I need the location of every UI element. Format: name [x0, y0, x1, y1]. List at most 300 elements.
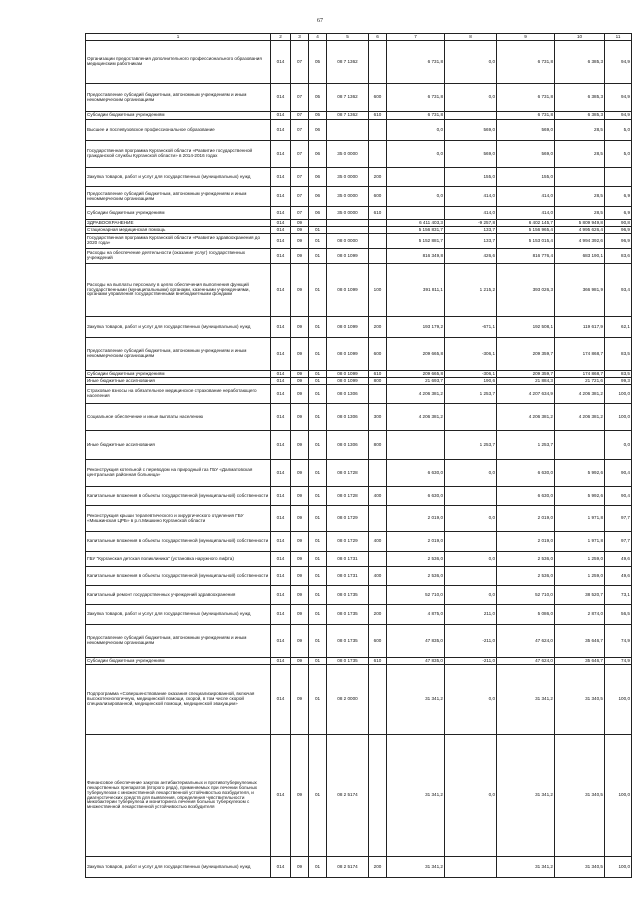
- table-row: [86, 385, 632, 404]
- execution-percent: 99,3: [605, 378, 632, 385]
- subsection-code: 01: [309, 605, 327, 625]
- expense-type: 600: [369, 187, 387, 207]
- target-article: 08 0 1728: [327, 460, 369, 487]
- executed-amount: 174 868,7: [555, 371, 605, 378]
- change-amount: 1 253,7: [445, 431, 497, 460]
- subsection-code: 01: [309, 567, 327, 586]
- row-name: Стационарная медицинская помощь: [86, 227, 271, 234]
- table-row: [86, 220, 632, 227]
- target-article: 08 0 1731: [327, 567, 369, 586]
- execution-percent: 5,0: [605, 120, 632, 141]
- change-amount: [445, 532, 497, 552]
- section-code: 09: [291, 431, 309, 460]
- approved-amount: 31 341,2: [387, 665, 445, 735]
- execution-percent: 62,1: [605, 317, 632, 338]
- target-article: 08 0 1729: [327, 532, 369, 552]
- change-amount: [445, 487, 497, 506]
- section-code: 09: [291, 487, 309, 506]
- approved-amount: 6 731,8: [387, 41, 445, 84]
- change-amount: 0,0: [445, 84, 497, 112]
- expense-type: [369, 41, 387, 84]
- execution-percent: 94,9: [605, 112, 632, 120]
- change-amount: 0,0: [445, 506, 497, 532]
- target-article: 08 0 0000: [327, 234, 369, 249]
- header-cell: 5: [327, 34, 369, 41]
- approved-amount: 2 536,0: [387, 567, 445, 586]
- executed-amount: 4 994 392,6: [555, 234, 605, 249]
- admin-code: 014: [271, 234, 291, 249]
- section-code: 07: [291, 168, 309, 187]
- table-row: [86, 317, 632, 338]
- admin-code: 014: [271, 249, 291, 264]
- approved-amount: 816 349,8: [387, 249, 445, 264]
- admin-code: 014: [271, 112, 291, 120]
- change-amount: -306,1: [445, 338, 497, 371]
- execution-percent: 100,0: [605, 857, 632, 878]
- section-code: 09: [291, 605, 309, 625]
- expense-type: 200: [369, 168, 387, 187]
- subsection-code: 01: [309, 338, 327, 371]
- target-article: 08 0 1099: [327, 249, 369, 264]
- admin-code: 014: [271, 532, 291, 552]
- admin-code: 014: [271, 338, 291, 371]
- subsection-code: 01: [309, 431, 327, 460]
- adjusted-amount: 209 359,7: [497, 371, 555, 378]
- target-article: 08 0 1099: [327, 371, 369, 378]
- expense-type: 600: [369, 338, 387, 371]
- adjusted-amount: 47 624,0: [497, 658, 555, 665]
- row-name: Страховые взносы на обязательное медицинское страхование неработающего населения: [86, 385, 271, 404]
- adjusted-amount: 414,0: [497, 187, 555, 207]
- admin-code: 014: [271, 220, 291, 227]
- section-code: 07: [291, 112, 309, 120]
- approved-amount: 4 206 381,2: [387, 404, 445, 431]
- admin-code: 014: [271, 168, 291, 187]
- expense-type: 400: [369, 532, 387, 552]
- table-row: [86, 665, 632, 735]
- section-code: 07: [291, 141, 309, 168]
- section-code: 09: [291, 317, 309, 338]
- target-article: 08 0 1306: [327, 385, 369, 404]
- row-name: Закупка товаров, работ и услуг для государственных (муниципальных) нужд: [86, 168, 271, 187]
- section-code: 09: [291, 264, 309, 317]
- adjusted-amount: 6 402 145,7: [497, 220, 555, 227]
- row-name: Расходы на обеспечение деятельности (оказание услуг) государственных учреждений: [86, 249, 271, 264]
- target-article: 08 2 5174: [327, 735, 369, 857]
- row-name: Капитальные вложения в объекты государственной (муниципальной) собственности: [86, 487, 271, 506]
- executed-amount: 1 259,0: [555, 552, 605, 567]
- execution-percent: 49,6: [605, 552, 632, 567]
- section-code: 07: [291, 120, 309, 141]
- change-amount: -211,0: [445, 625, 497, 658]
- approved-amount: 2 536,0: [387, 552, 445, 567]
- expense-type: [369, 552, 387, 567]
- table-row: [86, 141, 632, 168]
- execution-percent: 6,9: [605, 207, 632, 220]
- section-code: 09: [291, 586, 309, 605]
- execution-percent: 83,5: [605, 371, 632, 378]
- table-row: [86, 168, 632, 187]
- header-cell: 8: [445, 34, 497, 41]
- row-name: Субсидии бюджетным учреждениям: [86, 658, 271, 665]
- adjusted-amount: 31 341,2: [497, 857, 555, 878]
- section-code: 07: [291, 41, 309, 84]
- section-code: 09: [291, 567, 309, 586]
- admin-code: 014: [271, 506, 291, 532]
- table-row: [86, 187, 632, 207]
- budget-table: [85, 33, 632, 878]
- admin-code: 014: [271, 552, 291, 567]
- executed-amount: 4 995 626,4: [555, 227, 605, 234]
- subsection-code: 06: [309, 168, 327, 187]
- adjusted-amount: 414,0: [497, 207, 555, 220]
- admin-code: 014: [271, 605, 291, 625]
- admin-code: 014: [271, 404, 291, 431]
- admin-code: 014: [271, 264, 291, 317]
- row-name: ГБУ "Курганская детская поликлиника" (установка наружного лифта): [86, 552, 271, 567]
- table-row: [86, 487, 632, 506]
- approved-amount: 209 665,8: [387, 338, 445, 371]
- admin-code: 014: [271, 665, 291, 735]
- approved-amount: 6 731,8: [387, 84, 445, 112]
- target-article: 08 0 1735: [327, 658, 369, 665]
- expense-type: [369, 586, 387, 605]
- execution-percent: 49,6: [605, 567, 632, 586]
- execution-percent: 90,4: [605, 487, 632, 506]
- admin-code: 014: [271, 385, 291, 404]
- section-code: 09: [291, 249, 309, 264]
- table-row: [86, 227, 632, 234]
- section-code: 09: [291, 234, 309, 249]
- target-article: 08 0 1099: [327, 338, 369, 371]
- executed-amount: 1 971,8: [555, 506, 605, 532]
- header-cell: 11: [605, 34, 632, 41]
- executed-amount: 6 385,3: [555, 84, 605, 112]
- expense-type: 800: [369, 431, 387, 460]
- execution-percent: 74,9: [605, 658, 632, 665]
- subsection-code: 01: [309, 264, 327, 317]
- change-amount: 414,0: [445, 187, 497, 207]
- admin-code: 014: [271, 120, 291, 141]
- adjusted-amount: 6 731,8: [497, 112, 555, 120]
- executed-amount: 28,5: [555, 120, 605, 141]
- admin-code: 014: [271, 84, 291, 112]
- subsection-code: [309, 220, 327, 227]
- subsection-code: 05: [309, 84, 327, 112]
- expense-type: 300: [369, 404, 387, 431]
- approved-amount: 193 179,2: [387, 317, 445, 338]
- executed-amount: [555, 431, 605, 460]
- row-name: Субсидии бюджетным учреждениям: [86, 112, 271, 120]
- adjusted-amount: 4 206 381,2: [497, 404, 555, 431]
- executed-amount: 6 385,3: [555, 112, 605, 120]
- table-row: [86, 586, 632, 605]
- target-article: [327, 120, 369, 141]
- header-cell: 9: [497, 34, 555, 41]
- row-name: Закупка товаров, работ и услуг для государственных (муниципальных) нужд: [86, 857, 271, 878]
- adjusted-amount: 192 508,1: [497, 317, 555, 338]
- section-code: 07: [291, 84, 309, 112]
- adjusted-amount: 2 536,0: [497, 552, 555, 567]
- executed-amount: 31 340,5: [555, 857, 605, 878]
- table-row: [86, 506, 632, 532]
- expense-type: 610: [369, 371, 387, 378]
- execution-percent: 74,9: [605, 625, 632, 658]
- table-row: [86, 625, 632, 658]
- executed-amount: 35 646,7: [555, 625, 605, 658]
- approved-amount: 0,0: [387, 141, 445, 168]
- section-code: 09: [291, 552, 309, 567]
- approved-amount: 31 341,2: [387, 857, 445, 878]
- approved-amount: 5 152 881,7: [387, 234, 445, 249]
- expense-type: [369, 506, 387, 532]
- table-row: [86, 431, 632, 460]
- execution-percent: 5,0: [605, 141, 632, 168]
- approved-amount: 47 835,0: [387, 625, 445, 658]
- executed-amount: 31 340,5: [555, 665, 605, 735]
- adjusted-amount: 5 156 965,4: [497, 227, 555, 234]
- section-code: 07: [291, 187, 309, 207]
- change-amount: 0,0: [445, 552, 497, 567]
- section-code: 09: [291, 658, 309, 665]
- section-code: 09: [291, 227, 309, 234]
- target-article: [327, 227, 369, 234]
- executed-amount: [555, 168, 605, 187]
- row-name: Организации предоставления дополнительного профессионального образования медицинским работникам: [86, 41, 271, 84]
- subsection-code: 01: [309, 460, 327, 487]
- executed-amount: 21 721,6: [555, 378, 605, 385]
- executed-amount: 1 259,0: [555, 567, 605, 586]
- adjusted-amount: 6 630,0: [497, 487, 555, 506]
- table-row: [86, 567, 632, 586]
- table-row: [86, 605, 632, 625]
- change-amount: -306,1: [445, 371, 497, 378]
- expense-type: [369, 249, 387, 264]
- section-code: 09: [291, 506, 309, 532]
- subsection-code: 01: [309, 378, 327, 385]
- row-name: Иные бюджетные ассигнования: [86, 378, 271, 385]
- executed-amount: 5 809 949,8: [555, 220, 605, 227]
- admin-code: 014: [271, 187, 291, 207]
- target-article: 08 0 1099: [327, 378, 369, 385]
- target-article: 08 0 1728: [327, 487, 369, 506]
- change-amount: 155,0: [445, 168, 497, 187]
- table-row: [86, 378, 632, 385]
- adjusted-amount: 52 710,0: [497, 586, 555, 605]
- section-code: 07: [291, 207, 309, 220]
- change-amount: 0,0: [445, 665, 497, 735]
- execution-percent: 97,7: [605, 506, 632, 532]
- admin-code: 014: [271, 658, 291, 665]
- row-name: Предоставление субсидий бюджетным, автономным учреждениям и иным некоммерческим организациям: [86, 338, 271, 371]
- execution-percent: 100,0: [605, 404, 632, 431]
- expense-type: [369, 227, 387, 234]
- section-code: 09: [291, 460, 309, 487]
- target-article: 08 0 1731: [327, 552, 369, 567]
- row-name: Предоставление субсидий бюджетным, автономным учреждениям и иным некоммерческим организациям: [86, 84, 271, 112]
- execution-percent: 100,0: [605, 735, 632, 857]
- admin-code: 014: [271, 141, 291, 168]
- approved-amount: 5 156 831,7: [387, 227, 445, 234]
- change-amount: 426,6: [445, 249, 497, 264]
- adjusted-amount: 569,0: [497, 120, 555, 141]
- change-amount: -9 257,8: [445, 220, 497, 227]
- admin-code: 014: [271, 460, 291, 487]
- subsection-code: 01: [309, 658, 327, 665]
- change-amount: 133,7: [445, 234, 497, 249]
- adjusted-amount: 47 624,0: [497, 625, 555, 658]
- target-article: 08 0 1306: [327, 404, 369, 431]
- header-cell: 3: [291, 34, 309, 41]
- table-row: [86, 857, 632, 878]
- admin-code: 014: [271, 586, 291, 605]
- approved-amount: 2 019,0: [387, 532, 445, 552]
- header-cell: 6: [369, 34, 387, 41]
- approved-amount: [387, 168, 445, 187]
- expense-type: [369, 141, 387, 168]
- target-article: [327, 220, 369, 227]
- adjusted-amount: 6 731,8: [497, 41, 555, 84]
- adjusted-amount: 5 153 015,4: [497, 234, 555, 249]
- header-row: [86, 34, 632, 41]
- admin-code: 014: [271, 41, 291, 84]
- execution-percent: 90,8: [605, 220, 632, 227]
- execution-percent: [605, 168, 632, 187]
- subsection-code: 06: [309, 120, 327, 141]
- change-amount: -671,1: [445, 317, 497, 338]
- adjusted-amount: 4 207 634,9: [497, 385, 555, 404]
- admin-code: 014: [271, 207, 291, 220]
- executed-amount: 5 992,6: [555, 487, 605, 506]
- target-article: 08 0 1099: [327, 317, 369, 338]
- adjusted-amount: 5 086,0: [497, 605, 555, 625]
- expense-type: [369, 234, 387, 249]
- table-row: [86, 84, 632, 112]
- row-name: Реконструкция котельной с переводом на природный газ ГБУ «Далматовская центральная районная больница»: [86, 460, 271, 487]
- table-row: [86, 112, 632, 120]
- execution-percent: 56,5: [605, 605, 632, 625]
- change-amount: [445, 567, 497, 586]
- adjusted-amount: 6 630,0: [497, 460, 555, 487]
- adjusted-amount: 2 019,0: [497, 532, 555, 552]
- target-article: 08 2 5174: [327, 857, 369, 878]
- target-article: 08 0 1735: [327, 586, 369, 605]
- execution-percent: 94,9: [605, 84, 632, 112]
- executed-amount: 4 206 381,2: [555, 404, 605, 431]
- header-cell: 2: [271, 34, 291, 41]
- adjusted-amount: 816 776,4: [497, 249, 555, 264]
- subsection-code: 01: [309, 371, 327, 378]
- expense-type: 400: [369, 567, 387, 586]
- approved-amount: 0,0: [387, 120, 445, 141]
- executed-amount: 366 981,9: [555, 264, 605, 317]
- target-article: 35 0 0000: [327, 187, 369, 207]
- executed-amount: 31 340,5: [555, 735, 605, 857]
- section-code: 09: [291, 220, 309, 227]
- section-code: 09: [291, 371, 309, 378]
- executed-amount: 174 868,7: [555, 338, 605, 371]
- execution-percent: 94,9: [605, 41, 632, 84]
- executed-amount: 5 992,6: [555, 460, 605, 487]
- row-name: ЗДРАВООХРАНЕНИЕ: [86, 220, 271, 227]
- subsection-code: 01: [309, 234, 327, 249]
- approved-amount: 6 411 403,3: [387, 220, 445, 227]
- admin-code: 014: [271, 371, 291, 378]
- change-amount: 1 253,7: [445, 385, 497, 404]
- header-cell: 1: [86, 34, 271, 41]
- approved-amount: 31 341,2: [387, 735, 445, 857]
- approved-amount: 6 630,0: [387, 460, 445, 487]
- target-article: 08 2 0000: [327, 665, 369, 735]
- execution-percent: 96,9: [605, 234, 632, 249]
- adjusted-amount: 209 359,7: [497, 338, 555, 371]
- section-code: 09: [291, 532, 309, 552]
- execution-percent: 93,4: [605, 264, 632, 317]
- expense-type: 600: [369, 625, 387, 658]
- change-amount: 414,0: [445, 207, 497, 220]
- executed-amount: 2 874,0: [555, 605, 605, 625]
- page-number: 67: [317, 18, 323, 24]
- section-code: 09: [291, 625, 309, 658]
- executed-amount: 28,5: [555, 141, 605, 168]
- expense-type: 100: [369, 264, 387, 317]
- table-row: [86, 264, 632, 317]
- header-cell: 10: [555, 34, 605, 41]
- subsection-code: 01: [309, 665, 327, 735]
- executed-amount: 6 385,3: [555, 41, 605, 84]
- execution-percent: 6,9: [605, 187, 632, 207]
- row-name: Высшее и послевузовское профессиональное образование: [86, 120, 271, 141]
- change-amount: 569,0: [445, 141, 497, 168]
- execution-percent: 100,0: [605, 665, 632, 735]
- header-cell: 7: [387, 34, 445, 41]
- execution-percent: 83,5: [605, 338, 632, 371]
- admin-code: 014: [271, 735, 291, 857]
- execution-percent: 83,6: [605, 249, 632, 264]
- approved-amount: [387, 431, 445, 460]
- approved-amount: 52 710,0: [387, 586, 445, 605]
- expense-type: 400: [369, 487, 387, 506]
- table-row: [86, 532, 632, 552]
- adjusted-amount: 2 019,0: [497, 506, 555, 532]
- approved-amount: 4 206 381,2: [387, 385, 445, 404]
- target-article: 08 0 1729: [327, 506, 369, 532]
- section-code: 09: [291, 404, 309, 431]
- admin-code: 014: [271, 317, 291, 338]
- row-name: Подпрограмма «Совершенствование оказания специализированной, включая высокотехнологичную, медицинской помощи, скорой, в том числе скорой специализированной, медицинской помощи, медицинской эвакуации»: [86, 665, 271, 735]
- executed-amount: 4 206 381,2: [555, 385, 605, 404]
- expense-type: 800: [369, 378, 387, 385]
- expense-type: 610: [369, 207, 387, 220]
- execution-percent: 96,9: [605, 227, 632, 234]
- table-row: [86, 207, 632, 220]
- target-article: 08 7 1362: [327, 84, 369, 112]
- table-row: [86, 120, 632, 141]
- row-name: Капитальный ремонт государственных учреждений здравоохранения: [86, 586, 271, 605]
- executed-amount: 683 190,1: [555, 249, 605, 264]
- subsection-code: 06: [309, 187, 327, 207]
- row-name: Реконструкция крыши терапевтического и хирургического отделения ГБУ «Мишкинская ЦРБ» в р.п.Мишкино Курганской области: [86, 506, 271, 532]
- table-row: [86, 41, 632, 84]
- row-name: Государственная программа Курганской области «Развитие государственной гражданской службы Курганской области» в 2014-2016 годах: [86, 141, 271, 168]
- change-amount: 1 215,2: [445, 264, 497, 317]
- execution-percent: 100,0: [605, 385, 632, 404]
- table-row: [86, 735, 632, 857]
- change-amount: 0,0: [445, 460, 497, 487]
- subsection-code: 01: [309, 227, 327, 234]
- subsection-code: 01: [309, 735, 327, 857]
- executed-amount: 38 520,7: [555, 586, 605, 605]
